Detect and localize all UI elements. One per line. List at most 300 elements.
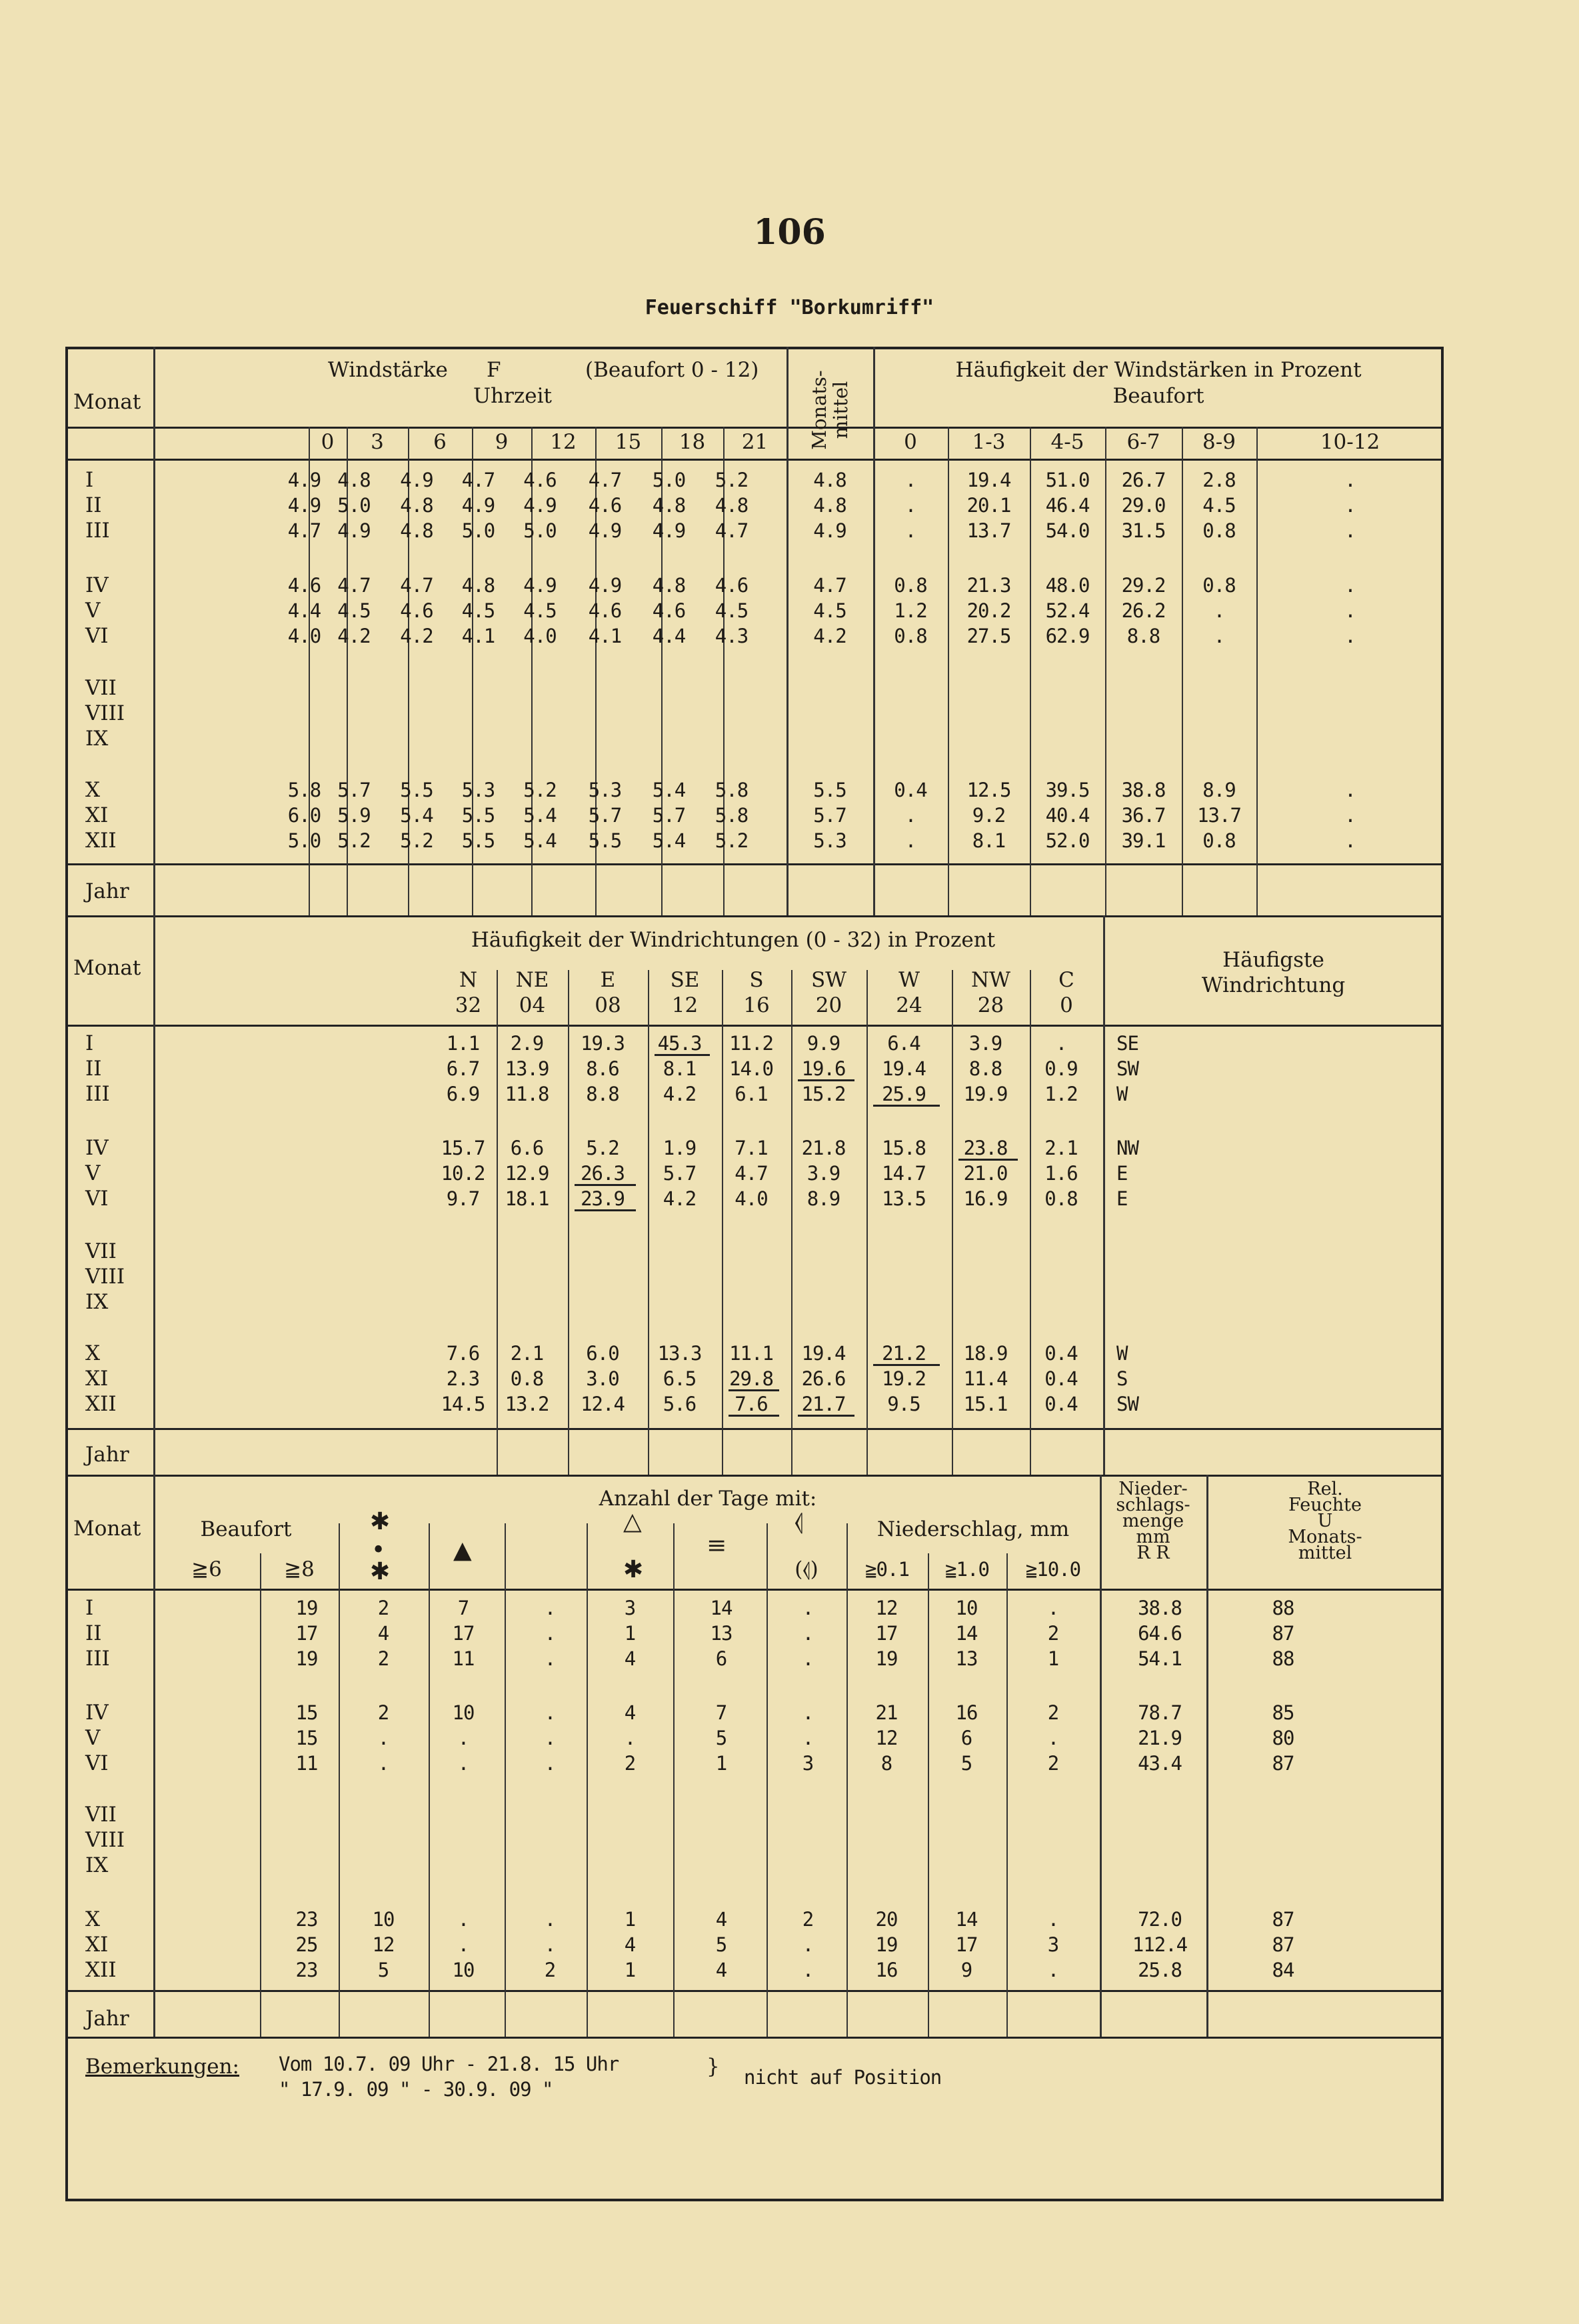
- section-rule: [65, 1475, 1444, 1477]
- days-cell: 14: [710, 1597, 733, 1619]
- direction-cell: 26.3: [581, 1162, 625, 1185]
- days-cell: 11: [452, 1647, 475, 1670]
- wind-cell: 39.1: [1121, 829, 1166, 852]
- days-cell: 19: [295, 1597, 318, 1619]
- wind-cell: 51.0: [1045, 469, 1090, 491]
- days-cell: 20: [875, 1908, 898, 1931]
- days-cell: .: [377, 1752, 389, 1775]
- wind-cell: 4.6: [715, 574, 749, 597]
- days-cell: .: [544, 1752, 556, 1775]
- days-cell: 10: [452, 1959, 475, 1981]
- wind-cell: 4.8: [400, 519, 433, 542]
- direction-cell: 9.9: [806, 1032, 840, 1055]
- direction-header: NW: [971, 968, 1010, 992]
- direction-cell: 6.1: [735, 1083, 768, 1105]
- wind-cell: 52.0: [1045, 829, 1090, 852]
- wind-cell: .: [904, 469, 916, 491]
- month-label: III: [85, 1082, 110, 1106]
- most-title-2: Windrichtung: [1201, 973, 1346, 997]
- wind-cell: 4.6: [400, 599, 433, 622]
- graupel-icon: △: [623, 1508, 642, 1535]
- wind-cell: 38.8: [1121, 779, 1166, 801]
- month-label: XI: [85, 1367, 109, 1391]
- max-underline: [729, 1415, 779, 1417]
- days-cell: .: [1047, 1597, 1059, 1619]
- days-cell: 78.7: [1138, 1701, 1182, 1724]
- month-label: VI: [85, 624, 109, 648]
- days-cell: .: [802, 1701, 814, 1724]
- month-label: V: [85, 1161, 101, 1185]
- days-cell: 87: [1272, 1622, 1294, 1645]
- direction-code: 08: [595, 993, 621, 1017]
- wind-cell: 4.3: [715, 625, 749, 647]
- wind-cell: 4.6: [652, 599, 686, 622]
- wind-cell: .: [1344, 625, 1356, 647]
- days-cell: .: [1047, 1959, 1059, 1981]
- max-underline: [575, 1209, 636, 1211]
- month-label: IX: [85, 1290, 109, 1314]
- days-cell: .: [457, 1752, 469, 1775]
- amount-header: Nieder- schlags- menge mm R R: [1116, 1479, 1190, 1563]
- days-cell: .: [544, 1727, 556, 1749]
- wind-cell: 9.2: [972, 804, 1006, 827]
- direction-cell: 4.7: [735, 1162, 768, 1185]
- days-cell: 12: [372, 1933, 395, 1956]
- monat-label: Monat: [73, 390, 141, 414]
- direction-cell: 29.8: [729, 1367, 773, 1390]
- wind-cell: .: [904, 829, 916, 852]
- direction-code: 20: [815, 993, 842, 1017]
- direction-cell: 21.7: [801, 1393, 846, 1415]
- direction-header: N: [459, 968, 478, 992]
- wind-cell: 5.8: [287, 779, 321, 801]
- days-cell: 21.9: [1138, 1727, 1182, 1749]
- wind-cell: 52.4: [1045, 599, 1090, 622]
- wind-cell: 5.7: [337, 779, 371, 801]
- wind-cell: 4.7: [337, 574, 371, 597]
- days-cell: 1: [715, 1752, 727, 1775]
- direction-cell: 1.9: [663, 1137, 697, 1159]
- wind-cell: 4.9: [523, 574, 557, 597]
- wind-cell: 0.8: [894, 574, 927, 597]
- direction-cell: 6.6: [510, 1137, 544, 1159]
- wind-cell: 40.4: [1045, 804, 1090, 827]
- wind-cell: 4.4: [287, 599, 321, 622]
- month-label: V: [85, 599, 101, 623]
- days-cell: 4: [715, 1959, 727, 1981]
- direction-cell: 18.9: [963, 1342, 1008, 1365]
- direction-code: 16: [743, 993, 770, 1017]
- days-cell: 88: [1272, 1597, 1294, 1619]
- wind-cell: 4.7: [461, 469, 495, 491]
- beaufort-header: Beaufort: [200, 1517, 292, 1541]
- direction-header: E: [600, 968, 616, 992]
- days-cell: 1: [624, 1959, 636, 1981]
- days-cell: 25: [295, 1933, 318, 1956]
- direction-cell: 6.0: [586, 1342, 619, 1365]
- monat-label: Monat: [73, 956, 141, 980]
- days-cell: 16: [875, 1959, 898, 1981]
- days-cell: 11: [295, 1752, 318, 1775]
- column-rule: [153, 347, 155, 915]
- days-cell: 4: [377, 1622, 389, 1645]
- jahr-label: Jahr: [85, 879, 129, 903]
- direction-cell: 0.8: [1044, 1187, 1078, 1210]
- month-label: III: [85, 519, 110, 543]
- month-label: XII: [85, 1392, 117, 1416]
- direction-cell: 3.0: [586, 1367, 619, 1390]
- wind-cell: 4.7: [813, 574, 846, 597]
- days-title: Anzahl der Tage mit:: [599, 1487, 817, 1511]
- direction-cell: 7.6: [446, 1342, 480, 1365]
- direction-cell: 0.4: [1044, 1393, 1078, 1415]
- wind-cell: 4.9: [588, 574, 622, 597]
- wind-cell: 5.8: [715, 779, 749, 801]
- mean-header-label: Monats- mittel: [808, 370, 852, 450]
- direction-cell: 7.6: [735, 1393, 768, 1415]
- wind-cell: 13.7: [1197, 804, 1241, 827]
- direction-cell: 15.8: [882, 1137, 926, 1159]
- days-cell: 88: [1272, 1647, 1294, 1670]
- direction-cell: 26.6: [801, 1367, 846, 1390]
- days-cell: 19: [295, 1647, 318, 1670]
- hour-header: 0: [321, 430, 335, 454]
- hour-header: 21: [741, 430, 769, 454]
- wind-cell: 4.7: [287, 519, 321, 542]
- wind-cell: .: [904, 494, 916, 517]
- direction-cell: 1.1: [446, 1032, 480, 1055]
- days-cell: 7: [457, 1597, 469, 1619]
- wind-cell: 0.8: [894, 625, 927, 647]
- days-cell: 38.8: [1138, 1597, 1182, 1619]
- direction-cell: 25.9: [882, 1083, 926, 1105]
- direction-most: E: [1116, 1187, 1128, 1210]
- wind-cell: 13.7: [966, 519, 1011, 542]
- wind-uhrzeit: Uhrzeit: [473, 384, 552, 408]
- direction-cell: 13.5: [882, 1187, 926, 1210]
- direction-cell: 6.9: [446, 1083, 480, 1105]
- p01-header: ≧0.1: [865, 1558, 909, 1581]
- direction-cell: 1.2: [1044, 1083, 1078, 1105]
- jahr-rule: [65, 863, 1444, 865]
- days-cell: .: [1047, 1727, 1059, 1749]
- days-cell: 2: [1047, 1752, 1059, 1775]
- days-cell: 2: [624, 1752, 636, 1775]
- wind-f: F: [487, 358, 501, 382]
- days-cell: 10: [955, 1597, 978, 1619]
- days-cell: 112.4: [1132, 1933, 1188, 1956]
- direction-code: 24: [896, 993, 922, 1017]
- days-cell: 5: [715, 1933, 727, 1956]
- wind-cell: 4.8: [652, 494, 686, 517]
- days-cell: 4: [624, 1933, 636, 1956]
- direction-cell: 19.4: [801, 1342, 846, 1365]
- days-cell: .: [802, 1933, 814, 1956]
- wind-cell: 5.2: [715, 829, 749, 852]
- days-cell: 10: [372, 1908, 395, 1931]
- hour-header: 6: [433, 430, 447, 454]
- hour-header: 18: [679, 430, 706, 454]
- wind-cell: .: [1213, 599, 1225, 622]
- wind-cell: 4.8: [337, 469, 371, 491]
- days-cell: 4: [715, 1908, 727, 1931]
- jahr-label: Jahr: [85, 2007, 129, 2031]
- wind-cell: 4.8: [461, 574, 495, 597]
- days-cell: 6: [715, 1647, 727, 1670]
- days-cell: 3: [1047, 1933, 1059, 1956]
- direction-header: S: [749, 968, 764, 992]
- wind-cell: 4.5: [461, 599, 495, 622]
- days-cell: 14: [955, 1908, 978, 1931]
- direction-cell: 6.5: [663, 1367, 697, 1390]
- days-cell: 19: [875, 1933, 898, 1956]
- days-cell: 4: [624, 1647, 636, 1670]
- days-cell: 12: [875, 1727, 898, 1749]
- direction-most: E: [1116, 1162, 1128, 1185]
- section-rule: [65, 2037, 1444, 2039]
- wind-cell: 5.4: [652, 829, 686, 852]
- wind-cell: 48.0: [1045, 574, 1090, 597]
- wind-cell: .: [1344, 469, 1356, 491]
- wind-cell: 4.0: [523, 625, 557, 647]
- remarks-label: Bemerkungen:: [85, 2055, 240, 2079]
- direction-title: Häufigkeit der Windrichtungen (0 - 32) in Prozent: [471, 928, 996, 952]
- days-cell: 54.1: [1138, 1647, 1182, 1670]
- wind-cell: .: [1344, 599, 1356, 622]
- days-cell: .: [457, 1933, 469, 1956]
- direction-most: SW: [1116, 1393, 1138, 1415]
- days-cell: 5: [377, 1959, 389, 1981]
- days-cell: 17: [955, 1933, 978, 1956]
- max-underline: [873, 1105, 940, 1107]
- days-cell: 13: [955, 1647, 978, 1670]
- header-rule: [65, 1589, 1444, 1591]
- wind-cell: 5.5: [588, 829, 622, 852]
- class-header: 6-7: [1126, 430, 1160, 454]
- wind-cell: 4.1: [461, 625, 495, 647]
- direction-most: NW: [1116, 1137, 1138, 1159]
- days-cell: 4: [624, 1701, 636, 1724]
- days-cell: 2: [1047, 1622, 1059, 1645]
- wind-cell: 1.2: [894, 599, 927, 622]
- month-label: XII: [85, 829, 117, 853]
- wind-cell: 5.3: [813, 829, 846, 852]
- days-cell: 1: [624, 1622, 636, 1645]
- direction-cell: 23.8: [963, 1137, 1008, 1159]
- thunder-paren: (⦉): [794, 1557, 818, 1581]
- direction-cell: 15.2: [801, 1083, 846, 1105]
- header-rule: [65, 1025, 1444, 1027]
- monat-label: Monat: [73, 1517, 141, 1541]
- wind-cell: 4.5: [1202, 494, 1236, 517]
- max-underline: [798, 1415, 854, 1417]
- days-cell: 3: [802, 1752, 814, 1775]
- direction-cell: 8.8: [968, 1057, 1002, 1080]
- wind-cell: 4.9: [287, 494, 321, 517]
- wind-cell: 5.2: [715, 469, 749, 491]
- direction-cell: 15.1: [963, 1393, 1008, 1415]
- sleet-icon: •: [371, 1537, 386, 1564]
- most-title-1: Häufigste: [1222, 948, 1324, 972]
- remarks-line-1: Vom 10.7. 09 Uhr - 21.8. 15 Uhr: [279, 2053, 619, 2075]
- ge6-header: ≧6: [191, 1557, 222, 1581]
- wind-cell: 2.8: [1202, 469, 1236, 491]
- wind-cell: 5.4: [523, 829, 557, 852]
- wind-cell: 4.8: [652, 574, 686, 597]
- direction-cell: 2.9: [510, 1032, 544, 1055]
- month-label: II: [85, 1621, 102, 1645]
- wind-cell: 26.7: [1121, 469, 1166, 491]
- days-cell: 87: [1272, 1933, 1294, 1956]
- month-label: X: [85, 778, 101, 802]
- direction-cell: 4.2: [663, 1083, 697, 1105]
- ge8-header: ≧8: [284, 1557, 315, 1581]
- wind-cell: 8.1: [972, 829, 1006, 852]
- wind-cell: 5.5: [461, 804, 495, 827]
- days-cell: 23: [295, 1908, 318, 1931]
- wind-cell: 5.5: [813, 779, 846, 801]
- direction-most: W: [1116, 1342, 1128, 1365]
- wind-cell: 4.9: [652, 519, 686, 542]
- days-cell: 2: [377, 1597, 389, 1619]
- station-title: Feuerschiff "Borkumriff": [645, 296, 934, 319]
- month-label: IX: [85, 727, 109, 751]
- direction-cell: 7.1: [735, 1137, 768, 1159]
- jahr-label: Jahr: [85, 1443, 129, 1467]
- days-cell: 87: [1272, 1908, 1294, 1931]
- wind-cell: 4.8: [400, 494, 433, 517]
- remarks-note: nicht auf Position: [744, 2066, 942, 2089]
- wind-cell: 5.5: [461, 829, 495, 852]
- month-label: VI: [85, 1187, 109, 1211]
- month-label: II: [85, 493, 102, 517]
- direction-cell: 6.4: [887, 1032, 920, 1055]
- wind-cell: 21.3: [966, 574, 1011, 597]
- wind-cell: 0.8: [1202, 829, 1236, 852]
- month-label: VII: [85, 1239, 117, 1263]
- days-cell: 10: [452, 1701, 475, 1724]
- wind-cell: 62.9: [1045, 625, 1090, 647]
- wind-cell: 12.5: [966, 779, 1011, 801]
- wind-cell: 4.9: [588, 519, 622, 542]
- days-cell: 19: [875, 1647, 898, 1670]
- days-cell: 85: [1272, 1701, 1294, 1724]
- days-cell: 3: [624, 1597, 636, 1619]
- class-header: 1-3: [972, 430, 1006, 454]
- direction-cell: 21.8: [801, 1137, 846, 1159]
- days-cell: 2: [544, 1959, 556, 1981]
- hour-header: 15: [615, 430, 642, 454]
- wind-cell: 5.7: [652, 804, 686, 827]
- direction-header: SE: [670, 968, 700, 992]
- days-cell: 13: [710, 1622, 733, 1645]
- direction-cell: 5.6: [663, 1393, 697, 1415]
- wind-cell: 8.9: [1202, 779, 1236, 801]
- month-label: X: [85, 1907, 101, 1931]
- direction-cell: 11.4: [963, 1367, 1008, 1390]
- wind-cell: .: [904, 519, 916, 542]
- direction-cell: 4.0: [735, 1187, 768, 1210]
- direction-cell: 11.1: [729, 1342, 773, 1365]
- direction-cell: 0.8: [510, 1367, 544, 1390]
- hour-header: 9: [495, 430, 509, 454]
- direction-cell: 14.0: [729, 1057, 773, 1080]
- direction-cell: 6.7: [446, 1057, 480, 1080]
- month-label: I: [85, 1031, 94, 1055]
- days-cell: 7: [715, 1701, 727, 1724]
- wind-cell: 0.4: [894, 779, 927, 801]
- direction-cell: 2.3: [446, 1367, 480, 1390]
- wind-cell: 27.5: [966, 625, 1011, 647]
- wind-cell: .: [1344, 829, 1356, 852]
- wind-cell: 4.8: [813, 469, 846, 491]
- direction-cell: 8.8: [586, 1083, 619, 1105]
- direction-cell: 5.7: [663, 1162, 697, 1185]
- wind-cell: 4.4: [652, 625, 686, 647]
- wind-cell: 4.9: [400, 469, 433, 491]
- direction-cell: 4.2: [663, 1187, 697, 1210]
- wind-cell: 5.2: [400, 829, 433, 852]
- month-label: III: [85, 1647, 110, 1671]
- direction-cell: 19.3: [581, 1032, 625, 1055]
- days-cell: .: [802, 1597, 814, 1619]
- month-label: IV: [85, 1136, 109, 1160]
- wind-cell: 5.0: [337, 494, 371, 517]
- direction-cell: 8.9: [806, 1187, 840, 1210]
- direction-cell: 0.4: [1044, 1367, 1078, 1390]
- wind-cell: .: [1213, 625, 1225, 647]
- wind-cell: 5.4: [652, 779, 686, 801]
- wind-cell: 4.7: [588, 469, 622, 491]
- days-cell: 2: [1047, 1701, 1059, 1724]
- thunderstorm-icon: ⦉: [794, 1508, 804, 1535]
- wind-cell: 29.2: [1121, 574, 1166, 597]
- wind-cell: 4.5: [337, 599, 371, 622]
- snow-shower-icon: ✱: [370, 1558, 391, 1585]
- direction-cell: 5.2: [586, 1137, 619, 1159]
- wind-cell: 4.0: [287, 625, 321, 647]
- month-label: VII: [85, 1803, 117, 1827]
- month-label: I: [85, 468, 94, 492]
- wind-cell: 4.8: [813, 494, 846, 517]
- wind-cell: .: [1344, 574, 1356, 597]
- days-cell: 17: [875, 1622, 898, 1645]
- class-header: 0: [904, 430, 917, 454]
- wind-cell: 4.6: [588, 494, 622, 517]
- days-cell: .: [802, 1727, 814, 1749]
- snow-grain-icon: ✱: [623, 1556, 644, 1583]
- precip-header: Niederschlag, mm: [876, 1517, 1070, 1541]
- month-label: VIII: [85, 1265, 125, 1289]
- days-cell: .: [544, 1597, 556, 1619]
- days-cell: 17: [295, 1622, 318, 1645]
- days-cell: 14: [955, 1622, 978, 1645]
- month-label: VII: [85, 676, 117, 700]
- days-cell: 8: [880, 1752, 892, 1775]
- direction-cell: 11.8: [505, 1083, 549, 1105]
- direction-code: 0: [1060, 993, 1073, 1017]
- wind-cell: 46.4: [1045, 494, 1090, 517]
- direction-cell: 18.1: [505, 1187, 549, 1210]
- days-cell: 9: [960, 1959, 972, 1981]
- month-label: X: [85, 1341, 101, 1365]
- direction-cell: 0.9: [1044, 1057, 1078, 1080]
- direction-cell: 12.4: [581, 1393, 625, 1415]
- direction-cell: 21.0: [963, 1162, 1008, 1185]
- wind-beaufort: (Beaufort 0 - 12): [585, 358, 759, 382]
- hail-icon: ▲: [453, 1537, 472, 1564]
- wind-cell: 0.8: [1202, 574, 1236, 597]
